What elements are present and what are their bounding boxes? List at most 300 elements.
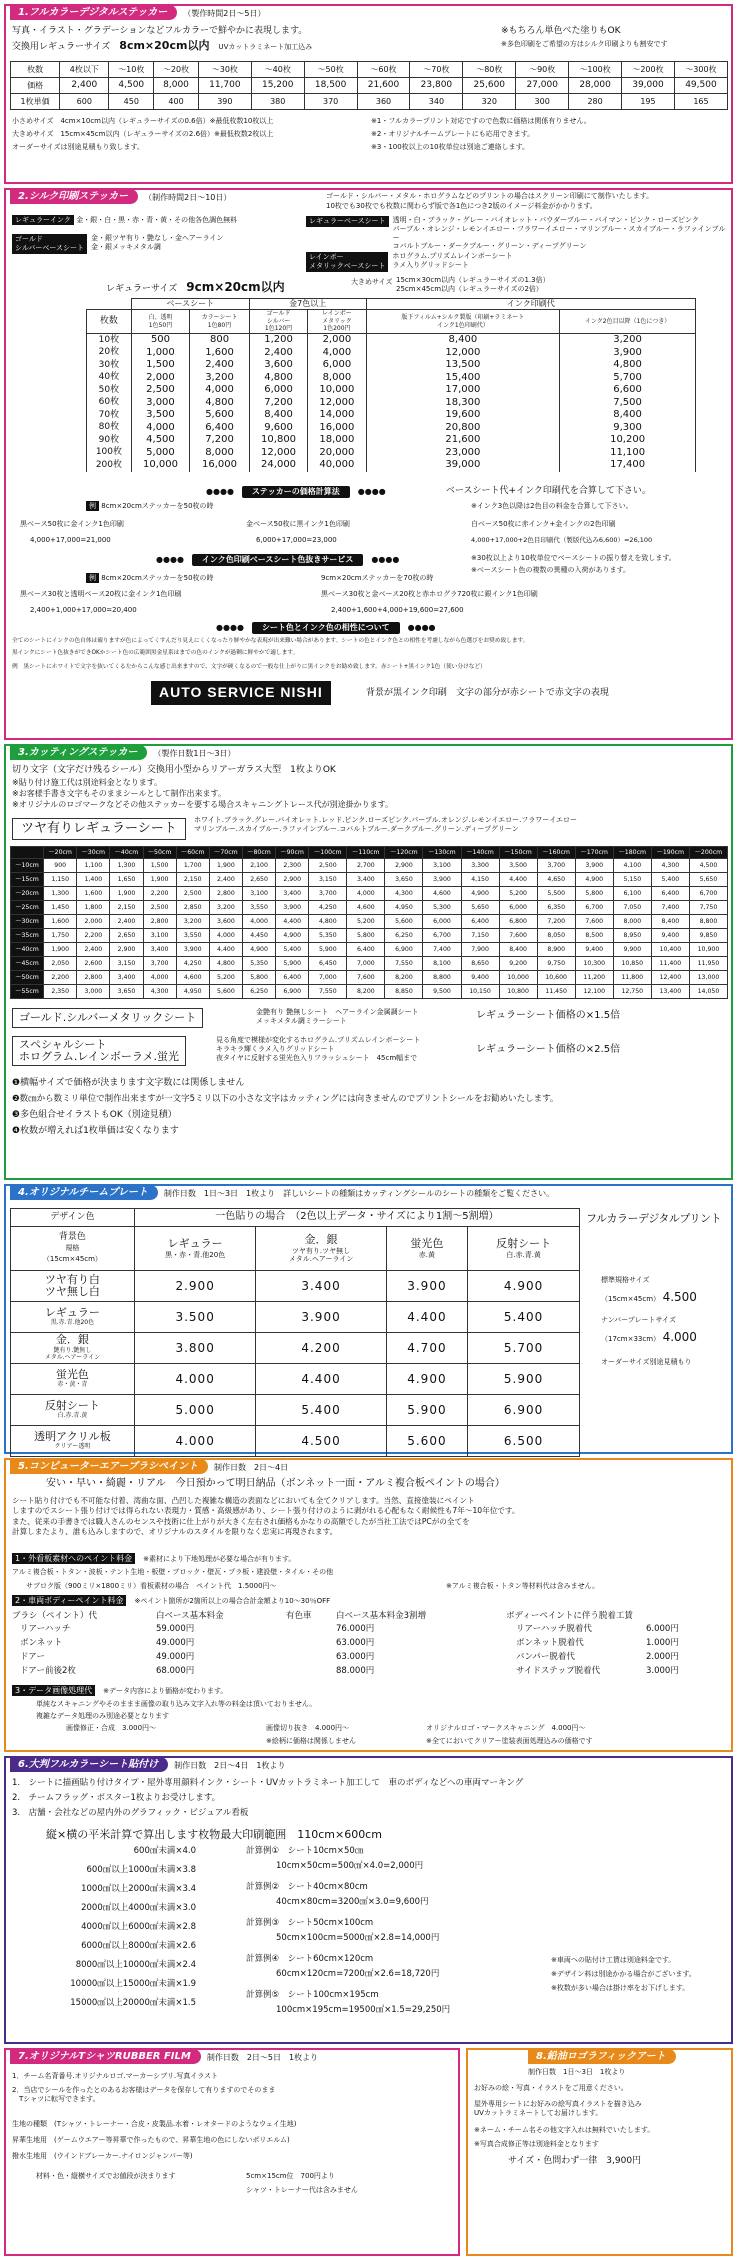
table-cell: 20枚 (87, 347, 132, 360)
table-cell: 195 (622, 94, 675, 110)
table-cell: 1,600 (44, 915, 77, 929)
note: ※車両への貼付け工賃は別途料金です。 (551, 1956, 676, 1964)
table-cell: 2,650 (242, 873, 275, 887)
section-plate (4, 1184, 733, 1454)
table-cell: ～15cm (11, 873, 44, 887)
b2-detach-cell: サイドステップ脱着代 (516, 1666, 601, 1676)
table-header-cell: ～90枚 (516, 62, 569, 78)
item-2: 2. チームフラッグ・ボスター1枚よりお受けします。 (12, 1793, 221, 1803)
fc-order: オーダーサイズ別途見積もり (601, 1358, 692, 1366)
table-cell: 21,600 (366, 434, 560, 447)
table-cell: 7,200 (190, 434, 250, 447)
price-cell: 3.500 (134, 1302, 256, 1333)
table-cell: 3,900 (575, 859, 613, 873)
section-title: 4.オリジナルチームプレート 制作日数 1日～3日 1枚より 詳しいシートの種類はカッティングシールのシートの種類をご覧ください。 (10, 1185, 158, 1200)
table-cell: 2,350 (44, 985, 77, 999)
table-cell: 2,650 (110, 929, 143, 943)
table-header-cell: ～140cm (461, 847, 499, 859)
price-cell: 4.700 (386, 1333, 468, 1364)
b2-col: ボディーペイントに伴う脱着工賃 (506, 1611, 633, 1621)
table-cell: 7,050 (613, 901, 651, 915)
table-cell: 280 (569, 94, 622, 110)
table-header-cell: 枚数 (11, 62, 60, 78)
table-cell: 60枚 (87, 397, 132, 410)
table-header-cell: ～200枚 (622, 62, 675, 78)
table-cell: 3,200 (209, 901, 242, 915)
note-3: ❸多色組合せイラストもOK（別途見積） (12, 1110, 177, 1120)
table-cell: 5,200 (347, 915, 385, 929)
table-cell: ～50cm (11, 971, 44, 985)
table-cell: 1,600 (77, 887, 110, 901)
note: 小さめサイズ 4cm×10cm以内（レギュラーサイズの0.6倍）※最低枚数10枚以上 (12, 117, 274, 125)
table-cell: 7,900 (461, 943, 499, 957)
table-cell: 2,200 (44, 971, 77, 985)
b2-heading: 2・車両ボディーペイント料金 ※ペイント箇所が2箇所以上の場合合計金額より10～30％OFF (12, 1596, 330, 1606)
item: お好みの絵・写真・イラストをご用意ください。 (474, 2084, 628, 2092)
table-row (11, 1302, 580, 1333)
table-cell: 4,600 (176, 971, 209, 985)
price-cell: 3.900 (386, 1271, 468, 1302)
table-row (11, 943, 728, 957)
table-cell: 4,500 (689, 859, 727, 873)
table-cell: 1,100 (77, 859, 110, 873)
b3-text: 画像切り抜き 4.000円～ (266, 1724, 350, 1732)
b3-heading: 3・データ画像処理代 ※データ内容により価格が変わります。 (12, 1686, 227, 1696)
table-cell: 6,000 (423, 915, 461, 929)
table-cell: 5,700 (560, 372, 696, 385)
item-1: 1. シートに描画貼り付けタイプ・屋外専用顔料インク・シート・UVカットラミネート加工して 車のボディなどへの車両マーキング (12, 1778, 524, 1788)
b2-cell: 49.000円 (156, 1652, 195, 1662)
b2-col: 有色車 (286, 1611, 312, 1621)
table-cell: 2,800 (143, 915, 176, 929)
row-label: レギュラー 黒.赤.青.他20色 (11, 1302, 135, 1333)
table-row (87, 422, 696, 435)
calc-example: 100cm×195cm=19500㎠×1.5=29,250円 (276, 2005, 451, 2015)
note: ※多色印刷をご希望の方はシルク印刷よりも割安です (501, 40, 668, 48)
price-cell: 4.400 (386, 1302, 468, 1333)
table-row (87, 359, 696, 372)
calc-example: 10cm×50cm=500㎠×4.0=2,000円 (276, 1861, 424, 1871)
table-cell: 8,650 (461, 957, 499, 971)
table-cell: 27,000 (516, 78, 569, 94)
note-4: ❹枚数が増えれば1枚単価は安くなります (12, 1126, 179, 1136)
row-label: 金．銀 艶有り.艶無し メタル.ヘアーライン (11, 1333, 135, 1364)
b2-cell: 68.000円 (156, 1666, 195, 1676)
ink-base: レギュラーベースシート 透明・白・ブラック・グレー・バイオレット・パウダーブルー・バイマン・ピンク・ローズピンク パープル・オレンジ・レモンイエロー・フラワーイエロー・マリンブルー・スカイブルー・ラファインブルー コバルトブルー・ダークブルー・グリーン・ディープグリーン (306, 216, 731, 251)
table-cell: 4,650 (537, 873, 575, 887)
note: ※30枚以上より10枚単位でベースシートの振り替えを致します。 (471, 554, 676, 562)
example: 4,000+17,000+2色目印刷代（製版代込み6,600）=26,100 (471, 536, 653, 544)
section-fullcolor (4, 4, 733, 184)
table-cell: 8,900 (537, 943, 575, 957)
b2-cell: 63.000円 (336, 1652, 375, 1662)
table-cell: 4,400 (276, 915, 309, 929)
table-cell: 7,750 (689, 901, 727, 915)
item: 1．チーム名背番号.オリジナルロゴ.マーカーシブリ.写真イラスト (12, 2072, 219, 2080)
b2-col: 白ベース基本料金3割増 (336, 1611, 426, 1621)
table-cell: 7,000 (347, 957, 385, 971)
table-cell: 6,800 (499, 915, 537, 929)
table-cell: ～20cm (11, 887, 44, 901)
table-cell: 15,400 (366, 372, 560, 385)
table-cell: 1,200 (249, 334, 307, 347)
table-row (87, 459, 696, 472)
table-cell: 4,150 (461, 873, 499, 887)
special-sheet-desc: 見る角度で模様が変化するホログラム.プリズムレインボーシート キラキラ輝くラメ入りグリッドシート 夜タイヤに反射する蛍光色入りフラッシュシート 45cm幅まで (216, 1036, 421, 1062)
section-largeformat (4, 1756, 733, 2044)
table-cell: 8,200 (347, 985, 385, 999)
table-cell: 8,800 (689, 915, 727, 929)
table-cell: 23,000 (366, 447, 560, 460)
table-cell: 2,150 (110, 901, 143, 915)
table-cell: 100枚 (87, 447, 132, 460)
table-cell: 3,900 (423, 873, 461, 887)
table-header-cell: ～150cm (499, 847, 537, 859)
section-airbrush (4, 1458, 733, 1752)
table-cell: 2,400 (110, 915, 143, 929)
table-cell: 10,800 (499, 985, 537, 999)
table-cell: 1,700 (176, 859, 209, 873)
section-tshirt (4, 2048, 460, 2256)
table-cell: 12,750 (613, 985, 651, 999)
table-cell: 320 (463, 94, 516, 110)
table-cell: 21,600 (357, 78, 410, 94)
rate-row: 4000㎠以上6000㎠未満×2.8 (81, 1922, 196, 1932)
table-cell: 7,150 (461, 929, 499, 943)
table-cell: 5,600 (385, 915, 423, 929)
table-cell: 18,300 (366, 397, 560, 410)
table-cell: 7,000 (309, 971, 347, 985)
calc-example: 計算例② シート40cm×80cm (246, 1882, 368, 1892)
table-cell: 4,900 (461, 887, 499, 901)
table-cell: 7,550 (309, 985, 347, 999)
table-cell: 6,400 (276, 971, 309, 985)
calc-header: 縦×横の平米計算で算出します枚物最大印刷範囲 110cm×600cm (46, 1828, 382, 1841)
price-cell: 3.800 (134, 1333, 256, 1364)
table-cell: 15,200 (251, 78, 304, 94)
section-cutting (4, 744, 733, 1180)
table-cell: 4,100 (613, 859, 651, 873)
table-cell: 7,500 (560, 397, 696, 410)
table-cell: 14,050 (689, 985, 727, 999)
table-cell: 6,100 (613, 887, 651, 901)
table-cell: 2,500 (143, 901, 176, 915)
table-cell: 900 (44, 859, 77, 873)
b2-cell: リアーハッチ (20, 1624, 71, 1634)
example: ※インク3色以降は2色目の料金を合算して下さい。 (471, 502, 633, 510)
table-cell: 4,000 (143, 971, 176, 985)
table-cell: 8,050 (537, 929, 575, 943)
rate-row: 6000㎠以上8000㎠未満×2.6 (81, 1941, 196, 1951)
table-cell: 9,600 (249, 422, 307, 435)
table-cell: 11,450 (537, 985, 575, 999)
table-cell: 6,000 (249, 384, 307, 397)
table-cell: 9,500 (423, 985, 461, 999)
table-cell: 4,000 (347, 887, 385, 901)
table-cell: 1枚単価 (11, 94, 60, 110)
table-cell: 6,000 (308, 359, 366, 372)
table-cell: 2,800 (77, 971, 110, 985)
table-cell: 10,850 (613, 957, 651, 971)
calc-heading: ●●●● ステッカーの価格計算法 ●●●● (206, 487, 386, 496)
item: 2．当店でシールを作ったとのあるお客様はデータを保存して有りますのでそのまま Tシャツに転写できます。 (12, 2086, 276, 2103)
table-cell: 24,000 (249, 459, 307, 472)
table-cell: 4,000 (190, 384, 250, 397)
table-cell: 2,400 (60, 78, 109, 94)
table-cell: 2,400 (190, 359, 250, 372)
note: ※ベースシート色の複数の異種の入荷があります。 (471, 566, 630, 574)
b1-text: サブロク版（900ミリ×1800ミリ）看板素材の場合 ペイント代 1.5000円～ (26, 1582, 277, 1590)
compat-text: 例 黒シートにホワイトで文字を抜いてくる左からこんな感じ出来ますので、文字が硬くなるので一般な仕上がりに黒インクをお勧め致します。赤シート+黒インク1色（使い分けなど） (12, 664, 486, 670)
price-cell: 5.400 (468, 1302, 580, 1333)
table-cell: 6,700 (423, 929, 461, 943)
table-cell: 370 (304, 94, 357, 110)
table-header-cell: ～20cm (44, 847, 77, 859)
table-cell: 5,150 (613, 873, 651, 887)
special-sheet-label: スペシャルシート ホログラム.レインボーラメ.蛍光 (12, 1036, 186, 1066)
table-cell: 4,000 (242, 915, 275, 929)
table-cell: 5,500 (537, 887, 575, 901)
table-cell: 2,400 (77, 943, 110, 957)
table-row (11, 929, 728, 943)
table-cell: 1,900 (143, 873, 176, 887)
table-cell: 9,300 (560, 422, 696, 435)
price-cell: 4.200 (256, 1333, 386, 1364)
table-cell: 4,000 (308, 347, 366, 360)
table-cell: 1,900 (44, 943, 77, 957)
table-cell: 30枚 (87, 359, 132, 372)
table-cell: 11,200 (575, 971, 613, 985)
table-cell: 300 (516, 94, 569, 110)
table-cell: 3,400 (347, 873, 385, 887)
table-cell: 17,000 (366, 384, 560, 397)
example: 金ベース50枚に黒インク1色印刷 (246, 520, 350, 528)
table-cell: 3,550 (176, 929, 209, 943)
table-cell: 4,900 (575, 873, 613, 887)
rate-row: 600㎠以上1000㎠未満×3.8 (86, 1865, 196, 1875)
b3-text: 画像修正・合成 3.000円～ (66, 1724, 157, 1732)
table-cell: 10,900 (689, 943, 727, 957)
table-cell: 4,950 (385, 901, 423, 915)
table-cell: 16,000 (190, 459, 250, 472)
table-header-cell: ～60cm (176, 847, 209, 859)
table-header-cell: ～300枚 (674, 62, 727, 78)
table-cell: 1,450 (44, 901, 77, 915)
table-cell: 5,400 (651, 873, 689, 887)
table-cell: 1,750 (44, 929, 77, 943)
note: オーダーサイズは別途見積もり致します。 (12, 143, 144, 151)
table-cell: 1,150 (44, 873, 77, 887)
table-header-cell: ～190cm (651, 847, 689, 859)
table-cell: 2,200 (77, 929, 110, 943)
table-cell: 6,700 (575, 901, 613, 915)
table-cell: 2,700 (347, 859, 385, 873)
table-cell: 2,800 (209, 887, 242, 901)
price-cell: 5.400 (256, 1395, 386, 1426)
silk-table: ベースシート 金7色以上 インク印刷代 枚数 白、透明 1色50円 カラーシート 1色80円 ゴールド シルバー 1色120円 レインボー メタリック 1色200円 版下フィルム+シルク製版（印刷+ラミネート インク1色印刷代） インク2色目以降（1色につき） 10枚 500 800 1,200 2,000 8,400 3,200 20枚 1,000 1,600 2,400 4,000 12,000 3,900 30枚 1,500 2,400 3,600 6,000 13,500 4,800 40枚 2,000 3,200 4,800 8,000 15,400 5,700 50枚 2,500 4,000 6,000 10,000 17,000 6,600 60枚 3,000 4,800 7,200 12,000 18,300 7,500 70枚 3,500 5,600 8,400 14,000 19,600 8,400 80枚 4,000 6,400 9,600 16,000 20,800 9,300 90枚 4,500 7,200 10,800 18,000 21,600 10,200 100枚 5,000 8,000 12,000 20,000 23,000 11,100 200枚 10,000 16,000 24,000 40,000 39,000 17,400 (86, 298, 696, 472)
table-cell: 49,500 (674, 78, 727, 94)
table-cell: 12,100 (575, 985, 613, 999)
b2-cell: 59.000円 (156, 1624, 195, 1634)
calc-example: 60cm×120cm=7200㎠×2.6=18,720円 (276, 1969, 440, 1979)
table-cell: 3,650 (385, 873, 423, 887)
cutting-table (10, 846, 728, 999)
table-cell: 400 (154, 94, 199, 110)
table-cell: 12,400 (651, 971, 689, 985)
table-cell: 2,850 (176, 901, 209, 915)
b1-text: ※アルミ複合板・トタン等材料代は含みません。 (446, 1582, 600, 1590)
price-cell: 4.000 (134, 1426, 256, 1457)
table-cell: 7,600 (575, 915, 613, 929)
b3-text: 単純なスキャニングやそのままま画像の取り込み文字入れ等の料金は頂いておりません。 (36, 1700, 317, 1708)
fc-number: ナンバープレートサイズ (601, 1316, 676, 1324)
b2-detach-cell: 2.000円 (646, 1652, 679, 1662)
table-cell: 50枚 (87, 384, 132, 397)
table-cell: 8,200 (385, 971, 423, 985)
table-cell: 7,200 (537, 915, 575, 929)
table-cell: 3,900 (176, 943, 209, 957)
table-cell: 7,600 (499, 929, 537, 943)
regular-sheet-label: ツヤ有りレギュラーシート (12, 818, 186, 840)
row-label: 反射シート 白.赤.青.黄 (11, 1395, 135, 1426)
rate-row: 15000㎠以上20000㎠未満×1.5 (70, 1998, 196, 2008)
price-cell: 5.700 (468, 1333, 580, 1364)
note: ※貼り付け施工代は別途料金となります。 (12, 778, 163, 787)
table-cell: 3,100 (143, 929, 176, 943)
table-row (11, 985, 728, 999)
table-cell: 9,400 (461, 971, 499, 985)
table-cell: 6,250 (385, 929, 423, 943)
example: 黒ベース30枚と金ベース20枚と赤ホログラ720枚に銀インク1色印刷 (321, 590, 538, 598)
price-cell: 3.900 (256, 1302, 386, 1333)
table-cell: 2,000 (308, 334, 366, 347)
table-row (11, 887, 728, 901)
table-cell: 4,400 (499, 873, 537, 887)
example: 4,000+17,000=21,000 (30, 536, 111, 544)
table-cell: 1,000 (131, 347, 189, 360)
table-cell: 3,500 (499, 859, 537, 873)
table-cell: 18,000 (308, 434, 366, 447)
b2-detach-cell: 1.000円 (646, 1638, 679, 1648)
rate-row: 2000㎠以上4000㎠未満×3.0 (81, 1903, 196, 1913)
section-title: 7.オリジナルTシャツRUBBER FILM 制作日数 2日～5日 1枚より (10, 2049, 201, 2064)
b2-cell: ボンネット (20, 1638, 63, 1648)
table-cell: 70枚 (87, 409, 132, 422)
table-cell: ～45cm (11, 957, 44, 971)
table-cell: 4,300 (651, 859, 689, 873)
price-cell: 4.900 (386, 1364, 468, 1395)
section-title: 3.カッティングステッカー （製作日数1日～3日） (10, 745, 147, 760)
table-cell: 5,200 (499, 887, 537, 901)
table-cell: 5,600 (209, 985, 242, 999)
calc-note: ベースシート代+インク印刷代を合算して下さい。 (446, 486, 651, 496)
table-cell: 3,500 (131, 409, 189, 422)
table-header-cell: ～70cm (209, 847, 242, 859)
price-cell: 3.400 (256, 1271, 386, 1302)
table-header-cell: ～70枚 (410, 62, 463, 78)
table-cell: 2,100 (242, 859, 275, 873)
table-cell: 2,600 (77, 957, 110, 971)
item: 生地の種類 (Tシャツ・トレーナー・合皮・皮製品.水着・レオタードのようなウェイ生地) (12, 2120, 297, 2128)
table-row (87, 334, 696, 347)
table-cell: 4,600 (423, 887, 461, 901)
table-header-cell: ～80cm (242, 847, 275, 859)
price-cell: 5.600 (386, 1426, 468, 1457)
table-cell: 3,200 (190, 372, 250, 385)
table-cell: 390 (198, 94, 251, 110)
price-table (10, 61, 728, 110)
b1-heading: 1・外看板素材へのペイント料金 ※素材により下地処理が必要な場合が有ります。 (12, 1554, 295, 1564)
table-cell: 4,800 (249, 372, 307, 385)
b1-text: アルミ複合板・トタン・波板・テント生地・板壁・ブロック・壁瓦・プラ板・建設壁・タイル・その他 (12, 1568, 334, 1576)
rate-row: 8000㎠以上10000㎠未満×2.4 (75, 1960, 196, 1970)
table-cell: 8,000 (613, 915, 651, 929)
table-cell: 10,800 (249, 434, 307, 447)
table-row (87, 384, 696, 397)
table-cell: 9,400 (575, 943, 613, 957)
table-cell: 12,000 (366, 347, 560, 360)
row-label: 透明アクリル板 クリアー透明 (11, 1426, 135, 1457)
note-2: ❷数㎝から数ミリ単位で制作出来ますが一文字5ミリ以下の小さな文字はカッティングには向きませんのでプリントシールをお勧めいたします。 (12, 1094, 559, 1104)
table-cell: 800 (190, 334, 250, 347)
table-row (11, 1426, 580, 1457)
fc-number-price: （17cm×33cm） 4.000 (601, 1330, 697, 1344)
table-cell: 3,000 (131, 397, 189, 410)
item-3: 3. 店舗・会社などの屋内外のグラフィック・ビジュアル看板 (12, 1808, 249, 1818)
table-cell: ～55cm (11, 985, 44, 999)
ink-gold: ゴールド シルバーベースシート 金・銀ツヤ有り・艶なし・金ヘアーライン 金・銀メッキメタル調 (12, 234, 223, 254)
table-cell: 2,400 (209, 873, 242, 887)
example: 黒ベース50枚に金インク1色印刷 (20, 520, 124, 528)
logo-note: 背景が黒インク印刷 文字の部分が赤シートで赤文字の表現 (366, 688, 609, 698)
table-header-cell: ～120cm (385, 847, 423, 859)
size-line: レギュラーサイズ 9cm×20cm以内 (106, 280, 285, 294)
table-cell: 7,400 (423, 943, 461, 957)
table-cell: 3,200 (560, 334, 696, 347)
b2-cell: 63.000円 (336, 1638, 375, 1648)
item: ※ネーム・チーム名その他文字入れは無料でいたします。 (474, 2126, 655, 2134)
table-header-cell: ～60枚 (357, 62, 410, 78)
table-header-cell: 4枚以下 (60, 62, 109, 78)
table-cell: 6,250 (242, 985, 275, 999)
table-cell: 4,800 (190, 397, 250, 410)
b3-text: オリジナルロゴ・マークスキャニング 4.000円～ (426, 1724, 586, 1732)
b2-cell: ドアー前後2枚 (20, 1666, 76, 1676)
example: 例 8cm×20cmステッカーを50枚の時 (86, 574, 214, 583)
table-cell: 8,500 (575, 929, 613, 943)
table-cell: 10,300 (575, 957, 613, 971)
table-cell: 6,900 (276, 985, 309, 999)
table-cell: 16,000 (308, 422, 366, 435)
compat-heading: ●●●● シート色とインク色の相性について ●●●● (216, 623, 436, 632)
note-1: ❶横幅サイズで価格が決まります文字数には関係しません (12, 1078, 245, 1088)
table-cell: 1,650 (110, 873, 143, 887)
table-cell: 25,600 (463, 78, 516, 94)
table-cell: 1,300 (110, 859, 143, 873)
table-cell: 5,000 (131, 447, 189, 460)
table-cell: 14,000 (308, 409, 366, 422)
table-cell: 2,150 (176, 873, 209, 887)
table-cell: 6,400 (347, 943, 385, 957)
table-cell: 165 (674, 94, 727, 110)
table-cell: 7,400 (651, 901, 689, 915)
table-cell: 1,500 (131, 359, 189, 372)
table-cell: 6,400 (651, 887, 689, 901)
table-cell: 8,400 (560, 409, 696, 422)
section-title: 5.コンピューターエアーブラシペイント 制作日数 2日～4日 (10, 1459, 208, 1474)
table-cell: 4,500 (131, 434, 189, 447)
table-cell: 10,600 (537, 971, 575, 985)
